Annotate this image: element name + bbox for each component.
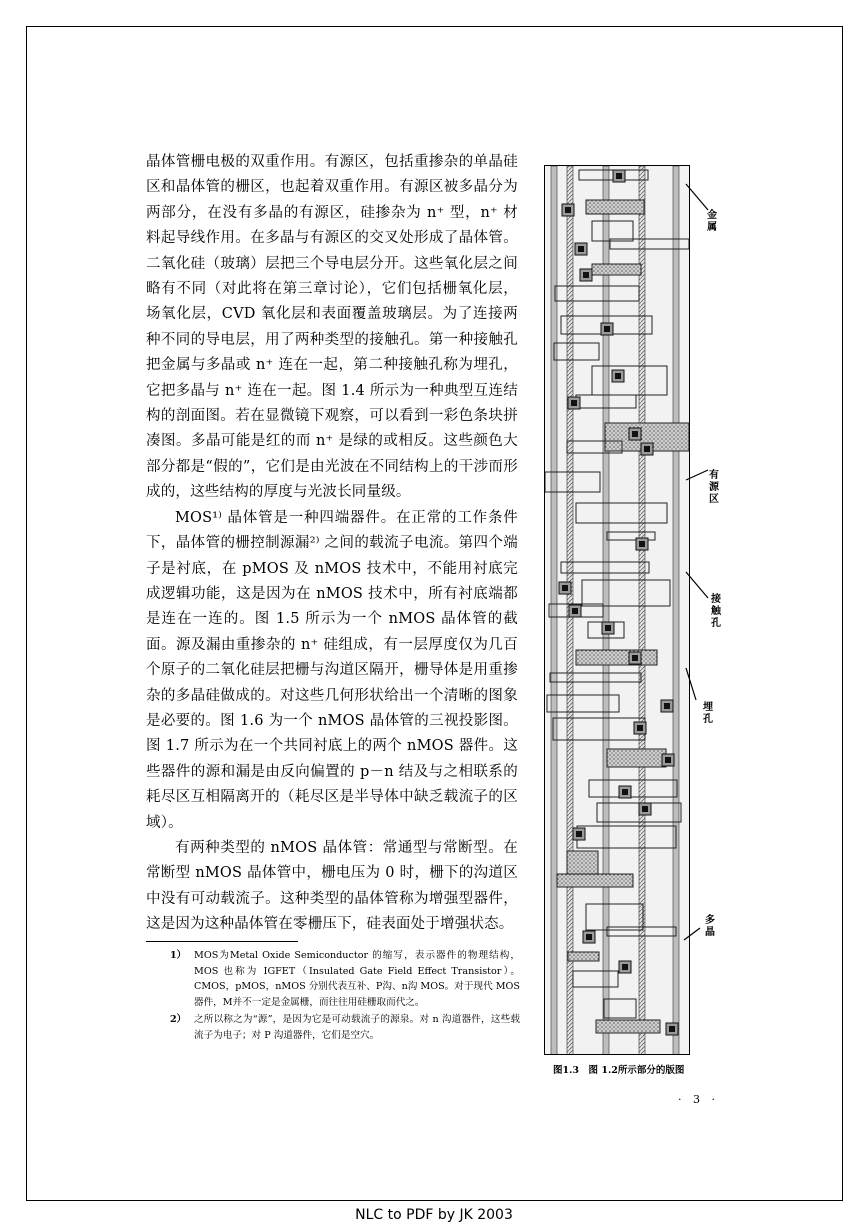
footnote-2-text: 之所以称之为“源”，是因为它是可动载流子的源泉。对 n 沟道器件，这些载流子为电子；对 P 沟道器件，它们是空穴。 bbox=[194, 1014, 520, 1041]
layout-contact-cut bbox=[616, 173, 622, 179]
layout-contact-cut bbox=[615, 373, 621, 379]
layout-contact-cut bbox=[622, 964, 628, 970]
layout-block bbox=[586, 200, 644, 214]
label-polysilicon: 多晶 bbox=[705, 915, 715, 938]
layout-contact-cut bbox=[669, 1026, 675, 1032]
layout-contact-cut bbox=[639, 541, 645, 547]
chip-layout-drawing bbox=[545, 166, 690, 1055]
layout-contact-cut bbox=[637, 725, 643, 731]
layout-rail bbox=[551, 166, 557, 1055]
label-leader-lines bbox=[680, 180, 720, 740]
layout-contact-cut bbox=[632, 431, 638, 437]
layout-contact-cut bbox=[605, 625, 611, 631]
layout-contact-cut bbox=[586, 934, 592, 940]
layout-block bbox=[557, 874, 633, 887]
layout-contact-cut bbox=[572, 608, 578, 614]
footnote-2 bbox=[170, 1012, 520, 1043]
layout-contact-cut bbox=[665, 757, 671, 763]
paragraph-2: MOS¹⁾ 晶体管是一种四端器件。在正常的工作条件下，晶体管的栅控制源漏²⁾ 之间的载流子电流。第四个端子是衬底，在 pMOS 及 nMOS 技术中，不能用衬底完成逻辑功能，这是因为在 nMOS 技术中，所有衬底端都是连在一连的。图 1.5 所示为一个 nMOS 晶体管的截面。源及漏由重掺杂的 n⁺ 硅组成，有一层厚度仅为几百个原子的二氧化硅层把栅与沟道区隔开，栅导体是用重掺杂的多晶硅做成的。对这些几何形状给出一个清晰的图象是必要的。图 1.6 为一个 nMOS 晶体管的三视投影图。图 1.7 所示为在一个共同衬底上的两个 nMOS 器件。这些器件的源和漏是由反向偏置的 p－n 结及与之相联系的耗尽区互相隔离开的（耗尽区是半导体中缺乏载流子的区域）。 bbox=[146, 509, 518, 831]
layout-block bbox=[592, 264, 641, 275]
layout-contact-cut bbox=[644, 446, 650, 452]
layout-block bbox=[568, 952, 599, 961]
label-active-region: 有源区 bbox=[709, 470, 719, 505]
footnotes bbox=[170, 948, 520, 1045]
chip-layout-figure bbox=[544, 165, 690, 1055]
layout-block bbox=[607, 749, 666, 767]
layout-contact-cut bbox=[583, 272, 589, 278]
layout-contact-cut bbox=[565, 207, 571, 213]
layout-contact-cut bbox=[642, 806, 648, 812]
layout-contact-cut bbox=[571, 400, 577, 406]
layout-block bbox=[596, 1020, 660, 1033]
footnote-1 bbox=[170, 948, 520, 1010]
layout-contact-cut bbox=[576, 831, 582, 837]
body-text bbox=[146, 150, 518, 938]
footnote-divider bbox=[146, 941, 298, 942]
footnote-1-number: 1） bbox=[170, 950, 187, 961]
layout-rail bbox=[603, 166, 609, 1055]
layout-contact-cut bbox=[578, 246, 584, 252]
label-contact-hole: 接触孔 bbox=[711, 594, 721, 629]
label-metal: 金属 bbox=[707, 210, 717, 233]
layout-contact-cut bbox=[622, 789, 628, 795]
layout-contact-cut bbox=[604, 326, 610, 332]
layout-contact-cut bbox=[632, 655, 638, 661]
figure-caption: 图1.3 图 1.2所示部分的版图 bbox=[553, 1065, 685, 1076]
paragraph-1: 晶体管栅电极的双重作用。有源区，包括重掺杂的单晶硅区和晶体管的栅区，也起着双重作用。有源区被多晶分为两部分，在没有多晶的有源区，硅掺杂为 n⁺ 型，n⁺ 材料起导线作用。在多晶与有源区的交叉处形成了晶体管。二氧化硅（玻璃）层把三个导电层分开。这些氧化层之间略有不同（对此将在第三章讨论），它们包括栅氧化层，场氧化层，CVD 氧化层和表面覆盖玻璃层。为了连接两种不同的导电层，用了两种类型的接触孔。第一种接触孔把金属与多晶或 n⁺ 连在一起，第二种接触孔称为埋孔，它把多晶与 n⁺ 连在一起。图 1.4 所示为一种典型互连结构的剖面图。若在显微镜下观察，可以看到一彩色条块拼凑图。多晶可能是红的而 n⁺ 是绿的或相反。这些颜色大部分都是“假的”，它们是由光波在不同结构上的干涉而形成的，这些结构的厚度与光波长同量级。 bbox=[146, 154, 518, 501]
paragraph-3: 有两种类型的 nMOS 晶体管：常通型与常断型。在常断型 nMOS 晶体管中，栅电压为 0 时，栅下的沟道区中没有可动载流子。这种类型的晶体管称为增强型器件，这是因为这种晶体管在零栅压下，硅表面处于增强状态。 bbox=[146, 839, 518, 933]
label-buried-contact: 埋孔 bbox=[703, 702, 713, 725]
layout-contact-cut bbox=[562, 585, 568, 591]
footnote-1-text: MOS为Metal Oxide Semiconductor 的缩写，表示器件的物理结构，MOS 也称为 IGFET（Insulated Gate Field Effect Transistor）。CMOS，pMOS，nMOS 分别代表互补、P沟、n沟 MOS。对于现代 MOS 器件，M并不一定是金属栅，而往往用硅栅取而代之。 bbox=[194, 950, 520, 1008]
footnote-2-number: 2） bbox=[170, 1014, 187, 1025]
layout-rail bbox=[673, 166, 679, 1055]
layout-block bbox=[576, 650, 657, 665]
layout-contact-cut bbox=[664, 703, 670, 709]
layout-rail bbox=[639, 166, 645, 1055]
page-number: · 3 · bbox=[678, 1093, 719, 1106]
footer-credit: NLC to PDF by JK 2003 bbox=[355, 1207, 513, 1223]
